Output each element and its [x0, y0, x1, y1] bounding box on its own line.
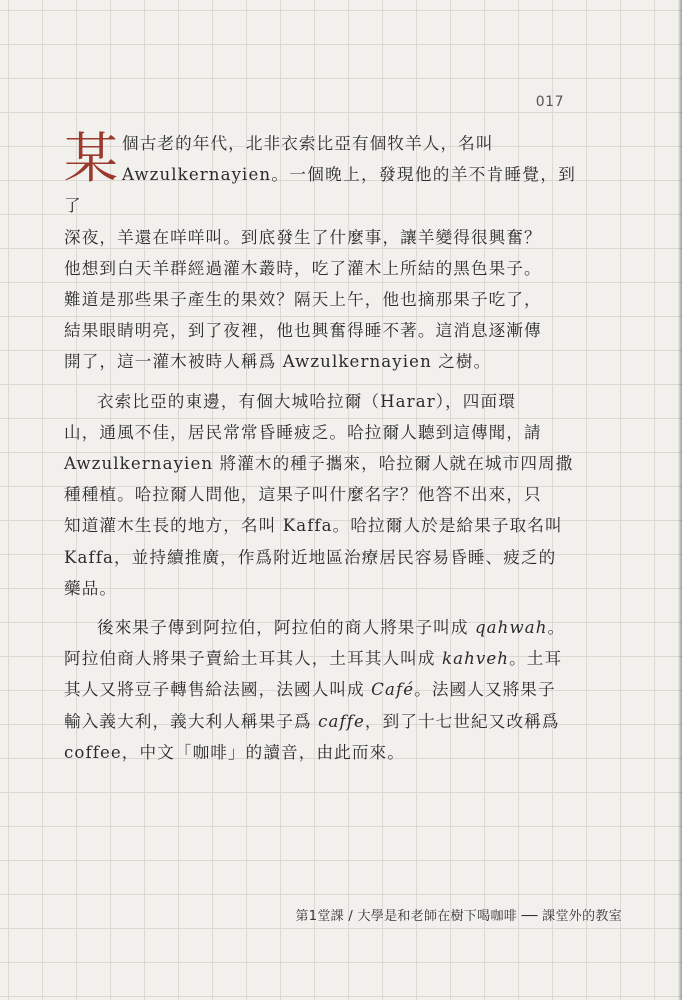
- text-span: ，到了十七世紀又改稱爲: [364, 711, 560, 731]
- italic-term: qahwah: [474, 618, 548, 638]
- page-edge: [678, 0, 682, 1000]
- text-line: 開了，這一灌木被時人稱爲 Awzulkernayien 之樹。: [64, 352, 492, 372]
- text-line: [64, 706, 576, 737]
- text-line: 個古老的年代，北非衣索比亞有個牧羊人，名叫: [122, 134, 494, 153]
- text-line: Kaffa，並持續推廣，作爲附近地區治療居民容易昏睡、疲乏的: [64, 547, 557, 567]
- italic-term: kahveh: [441, 649, 510, 669]
- text-line: 山，通風不佳，居民常常昏睡疲乏。哈拉爾人聽到這傳聞，請: [64, 422, 542, 442]
- text-line: 難道是那些果子產生的果效？隔天上午，他也摘那果子吃了，: [64, 290, 542, 310]
- text-span: 阿拉伯商人將果子賣給土耳其人，土耳其人叫成: [64, 649, 442, 669]
- running-footer: 第1堂課 / 大學是和老師在樹下喝咖啡 ── 課堂外的教室: [295, 909, 622, 924]
- body-text: [64, 128, 576, 776]
- italic-term: Café: [371, 680, 415, 700]
- paragraph-2: [64, 386, 576, 604]
- page-number: 017: [535, 94, 564, 110]
- text-span: 。: [547, 618, 566, 638]
- text-span: 後來果子傳到阿拉伯，阿拉伯的商人將果子叫成: [97, 618, 475, 638]
- text-span: 其人又將豆子轉售給法國，法國人叫成: [64, 680, 372, 700]
- text-line: 他想到白天羊群經過灌木叢時，吃了灌木上所結的黑色果子。: [64, 258, 542, 278]
- text-line: Awzulkernayien。一個晚上，發現他的羊不肯睡覺，到了: [64, 165, 576, 216]
- text-line: 藥品。: [64, 578, 118, 598]
- drop-cap: 某: [64, 127, 118, 190]
- text-line: [64, 643, 576, 674]
- text-line: [64, 612, 576, 643]
- paragraph-1: [64, 128, 576, 378]
- italic-term: caffe: [318, 711, 365, 731]
- text-line: 衣索比亞的東邊，有個大城哈拉爾（Harar），四面環: [97, 391, 516, 411]
- text-span: 。土耳: [509, 649, 563, 669]
- text-line: Awzulkernayien 將灌木的種子攜來，哈拉爾人就在城市四周撒: [64, 454, 574, 474]
- text-span: 。法國人又將果子: [414, 680, 556, 700]
- text-line: 知道灌木生長的地方，名叫 Kaffa。哈拉爾人於是給果子取名叫: [64, 516, 563, 536]
- text-line: [64, 674, 576, 705]
- text-line: 深夜，羊還在咩咩叫。到底發生了什麼事，讓羊變得很興奮？: [64, 227, 542, 247]
- text-line: coffee，中文「咖啡」的讀音，由此而來。: [64, 742, 405, 762]
- text-line: 種種植。哈拉爾人問他，這果子叫什麼名字？他答不出來，只: [64, 485, 542, 505]
- paragraph-3: [64, 612, 576, 768]
- text-span: 輸入義大利，義大利人稱果子爲: [64, 711, 319, 731]
- text-line: 結果眼睛明亮，到了夜裡，他也興奮得睡不著。這消息逐漸傳: [64, 321, 542, 341]
